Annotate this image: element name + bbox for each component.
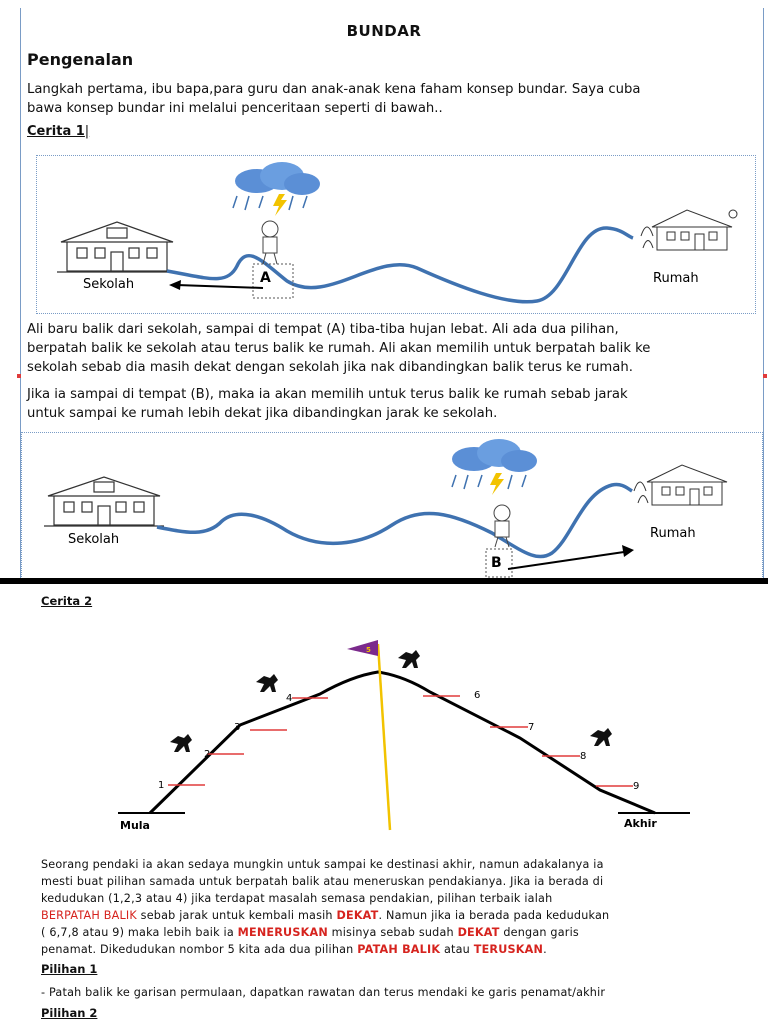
arrow-head-icon	[622, 545, 634, 557]
emphasis-dekat: DEKAT	[336, 909, 379, 922]
home-label: Rumah	[653, 271, 699, 286]
child-icon	[262, 221, 278, 264]
rain-cloud-icon	[233, 162, 320, 216]
story-2-body-line-4: BERPATAH BALIK sebab jarak untuk kembali masih DEKAT. Namun jika ia berada pada kedudukan	[41, 909, 610, 922]
start-label: Mula	[120, 819, 150, 832]
position-ticks	[168, 696, 633, 786]
position-3: 3	[234, 722, 241, 733]
mountain-path	[150, 672, 655, 813]
story-1-para-b-line-1: Jika ia sampai di tempat (B), maka ia akan memilih untuk terus balik ke rumah sebab jarak	[27, 387, 628, 402]
marker-a-label: A	[260, 270, 271, 286]
house-icon	[641, 210, 737, 250]
story-1-para-b-line-2: untuk sampai ke rumah lebih dekat jika dibandingkan jarak ke sekolah.	[27, 406, 498, 421]
school-label: Sekolah	[68, 532, 120, 547]
section-heading: Pengenalan	[27, 50, 134, 69]
margin-marker	[763, 374, 767, 378]
position-2: 2	[204, 749, 211, 760]
story-1-illustration	[36, 155, 756, 314]
story-2-body-line-5: ( 6,7,8 atau 9) maka lebih baik ia MENERUSKAN misinya sebab sudah DEKAT dengan garis	[41, 926, 579, 939]
choice-1-text: - Patah balik ke garisan permulaan, dapatkan rawatan dan terus mendaki ke garis penamat/akhir	[41, 986, 606, 999]
story-1-para-a-line-3: sekolah sebab dia masih dekat dengan sekolah jika nak dibandingkan balik terus ke rumah.	[27, 360, 633, 375]
story-1-label: Cerita 1|	[27, 124, 90, 139]
page-divider	[0, 578, 768, 584]
road-path	[167, 228, 633, 302]
emphasis-meneruskan: MENERUSKAN	[237, 926, 328, 939]
home-label: Rumah	[650, 526, 696, 541]
position-4: 4	[286, 693, 293, 704]
arrow-to-home	[508, 552, 624, 569]
road-path	[157, 485, 632, 557]
choice-1-label: Pilihan 1	[41, 962, 98, 976]
story-2-body-line-6: penamat. Dikedudukan nombor 5 kita ada dua pilihan PATAH BALIK atau TERUSKAN.	[41, 943, 547, 956]
climber-icons	[170, 650, 612, 752]
end-label: Akhir	[624, 817, 657, 830]
emphasis-berpatah-balik: BERPATAH BALIK	[41, 909, 137, 922]
story-1-scene	[37, 156, 755, 313]
emphasis-dekat: DEKAT	[457, 926, 500, 939]
school-icon	[44, 477, 164, 526]
position-7: 7	[528, 722, 535, 733]
position-6: 6	[474, 690, 481, 701]
school-label: Sekolah	[83, 277, 135, 292]
document-title: BUNDAR	[346, 22, 422, 40]
rain-cloud-icon	[452, 439, 537, 495]
story-1-para-a-line-1: Ali baru balik dari sekolah, sampai di tempat (A) tiba-tiba hujan lebat. Ali ada dua pilihan,	[27, 322, 619, 337]
story-2-body-line-2: mesti buat pilihan samada untuk berpatah balik atau meneruskan pendakianya. Jika ia berada di	[41, 875, 604, 888]
story-1-scene-b	[22, 433, 762, 579]
school-icon	[57, 222, 177, 272]
story-2-label: Cerita 2	[41, 594, 93, 608]
position-1: 1	[158, 780, 165, 791]
position-9: 9	[633, 781, 640, 792]
arrow-to-school	[177, 285, 263, 288]
margin-marker	[17, 374, 21, 378]
emphasis-patah-balik: PATAH BALIK	[357, 943, 441, 956]
flag-number: 5	[366, 646, 371, 654]
choice-2-label: Pilihan 2	[41, 1006, 98, 1020]
story-2-body-line-1: Seorang pendaki ia akan sedaya mungkin untuk sampai ke destinasi akhir, namun adakalanya ia	[41, 858, 604, 871]
story-1-illustration-b	[21, 432, 763, 579]
arrow-head-icon	[169, 280, 181, 290]
mountain-climb-diagram	[0, 630, 768, 840]
marker-b-label: B	[491, 555, 502, 571]
story-1-para-a-line-2: berpatah balik ke sekolah atau terus balik ke rumah. Ali akan memilih untuk berpatah balik ke	[27, 341, 651, 356]
story-2-body-line-3: kedudukan (1,2,3 atau 4) jika terdapat masalah semasa pendakian, pilihan terbaik ialah	[41, 892, 553, 905]
intro-line-2: bawa konsep bundar ini melalui penceritaan seperti di bawah..	[27, 101, 443, 116]
flag-icon	[347, 640, 378, 656]
intro-line-1: Langkah pertama, ibu bapa,para guru dan anak-anak kena faham konsep bundar. Saya cuba	[27, 82, 641, 97]
emphasis-teruskan: TERUSKAN	[473, 943, 544, 956]
house-icon	[634, 465, 727, 505]
position-8: 8	[580, 751, 587, 762]
